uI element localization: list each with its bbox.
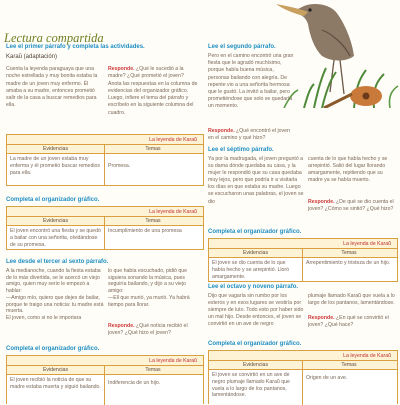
table-header-evidence: Evidencias (7, 145, 105, 153)
organizer-table-3 (6, 355, 204, 404)
evidence-cell: La madre de un joven estaba muy enferma y él prometió buscar remedios para ella. (7, 154, 105, 186)
respond-label: Responde. (208, 128, 235, 134)
question-text: ¿En qué se convirtió el joven? ¿Qué hace? (308, 315, 389, 329)
theme-cell: Promesa. (108, 163, 131, 169)
theme-cell: Indiferencia de un hijo. (108, 380, 161, 386)
left-paragraph-1: Cuenta la leyenda paraguaya que una noche estrellada y muy bonita estaba la madre de un joven muy enfermo. Él amaba a su madre, entonces prometió salir de la casa a buscar remedios para ella. (6, 66, 98, 109)
left-question-3 (108, 323, 202, 336)
respond-label: Responde. (108, 323, 135, 329)
table-header-evidence: Evidencias (209, 249, 303, 257)
left-subtitle: Karaŭ (adaptación) (6, 54, 58, 60)
left-question-1 (108, 66, 202, 117)
table-header-evidence: Evidencias (209, 361, 303, 369)
left-paragraph-3a: A la medianoche, cuando la fiesta estaba de lo más divertida, se le acercó un viejo amigo, quien muy serio le empezó a hablar: —Amigo mío, quiero que dejes de bailar, porque te traigo una noticia: tu madre está muerta. El joven, como si no le importara (6, 268, 104, 321)
respond-label: Responde. (108, 66, 135, 72)
table-header-themes: Temas (145, 146, 161, 152)
question-text: ¿De qué se dio cuenta el joven? ¿Cómo se sintió? ¿Qué hizo? (308, 199, 394, 213)
respond-label: Responde. (308, 315, 335, 321)
left-heading-1: Lee el primer párrafo y completa las actividades. (6, 44, 145, 50)
evidence-cell: El joven se convirtió en un ave de negro plumaje llamado Karaŭ que vuela a lo largo de los pantanos, lamentándose. (209, 370, 303, 405)
question-text: ¿Qué encontró el joven en el camino y qué hizo? (208, 128, 290, 142)
left-heading-4: Completa el organizador gráfico. (6, 346, 100, 352)
table-header-themes: Temas (341, 250, 357, 256)
right-question-1 (208, 128, 296, 142)
right-question-3 (308, 315, 398, 329)
respond-label: Responde. (308, 199, 335, 205)
question-text: ¿Qué noticia recibió el joven? ¿Qué hizo el joven? (108, 323, 188, 336)
right-paragraph-2b: cuenta de lo que había hecho y se arrepintió. Salió del lugar llorando amargamente, repitiendo que su madre ya se había muerto. (308, 156, 388, 184)
organizer-table-5 (208, 350, 398, 404)
right-paragraph-3a: Dijo que vagaría sin rumbo por los esteros y en esos lugares se vestiría por siempre de luto. Todo esto por haber sido un mal hijo. Desde entonces, el joven se convirtió en un ave de negro (208, 293, 304, 328)
right-heading-1: Lee el segundo párrafo. (208, 44, 276, 50)
table-header-themes: Temas (145, 367, 161, 373)
organizer-table-2 (6, 206, 204, 250)
right-heading-5: Completa el organizador gráfico. (208, 341, 302, 347)
theme-cell: Incumplimiento de una promesa (108, 228, 182, 234)
right-heading-4: Lee el octavo y noveno párrafo. (208, 284, 299, 290)
left-paragraph-3b: lo que había escuchado, pidió que siguiera sonando la música, pues seguiría bailando, y dijo a su viejo amigo: —Ell que murió, ya murió. Ya habrá tiempo para llorar. (108, 268, 190, 308)
table-caption: La leyenda de Karaŭ (209, 239, 397, 249)
table-caption: La leyenda de Karaŭ (7, 207, 203, 217)
organizer-table-1 (6, 134, 204, 186)
question-note: Anota las respuestas en la columna de evidencias del organizador gráfico. Luego, infiere el tema del párrafo y escríbelo en la siguiente columna del cuadro. (108, 80, 198, 116)
table-header-evidence: Evidencias (7, 217, 105, 225)
right-paragraph-1: Pero en el camino encontró una gran fiesta que le agradó muchísimo, porque había buena música, personas bailando con alegría. De repente vio a una señorita hermosa que le gustó. La invitó a bailar, pero prometiéndose que solo se quedaría un momento. (208, 53, 294, 110)
question-text: ¿Qué le sucedió a la madre? ¿Qué prometió el joven? (108, 66, 184, 80)
table-header-evidence: Evidencias (7, 366, 105, 374)
right-heading-3: Completa el organizador gráfico. (208, 229, 302, 235)
left-heading-3: Lee desde el tercer al sexto párrafo. (6, 259, 109, 265)
right-paragraph-3b: plumaje llamado Karaŭ que vuela a lo largo de los pantanos, lamentándose. (308, 293, 395, 307)
page-title: Lectura compartida (4, 31, 104, 45)
evidence-cell: El joven se dio cuenta de lo que había hecho y se arrepintió. Lloró amargamente. (209, 258, 303, 282)
theme-cell: Origen de un ave. (306, 375, 348, 381)
table-header-themes: Temas (341, 362, 357, 368)
table-caption: La leyenda de Karaŭ (7, 135, 203, 145)
evidence-cell: El joven recibió la noticia de que su madre estaba muerta y siguió bailando. (7, 375, 105, 405)
table-caption: La leyenda de Karaŭ (7, 356, 203, 366)
theme-cell: Arrepentimiento y tristeza de un hijo. (306, 260, 391, 266)
organizer-table-4 (208, 238, 398, 282)
table-header-themes: Temas (145, 218, 161, 224)
right-heading-2: Lee el séptimo párrafo. (208, 147, 274, 153)
right-question-2 (308, 199, 398, 213)
evidence-cell: El joven encontró una fiesta y se quedó a bailar con una señorita, olvidándose de su promesa. (7, 226, 105, 250)
table-caption: La leyenda de Karaŭ (209, 351, 397, 361)
left-heading-2: Completa el organizador gráfico. (6, 197, 100, 203)
right-paragraph-2a: Ya por la madrugada, el joven preguntó a su dama dónde quedaba su casa, y la mujer le respondió que su casa quedaba muy lejos, pero que podría ir a visitarla los días en que estaba su madre. Luego se escucharon unas palabras, el joven se dio (208, 156, 304, 205)
